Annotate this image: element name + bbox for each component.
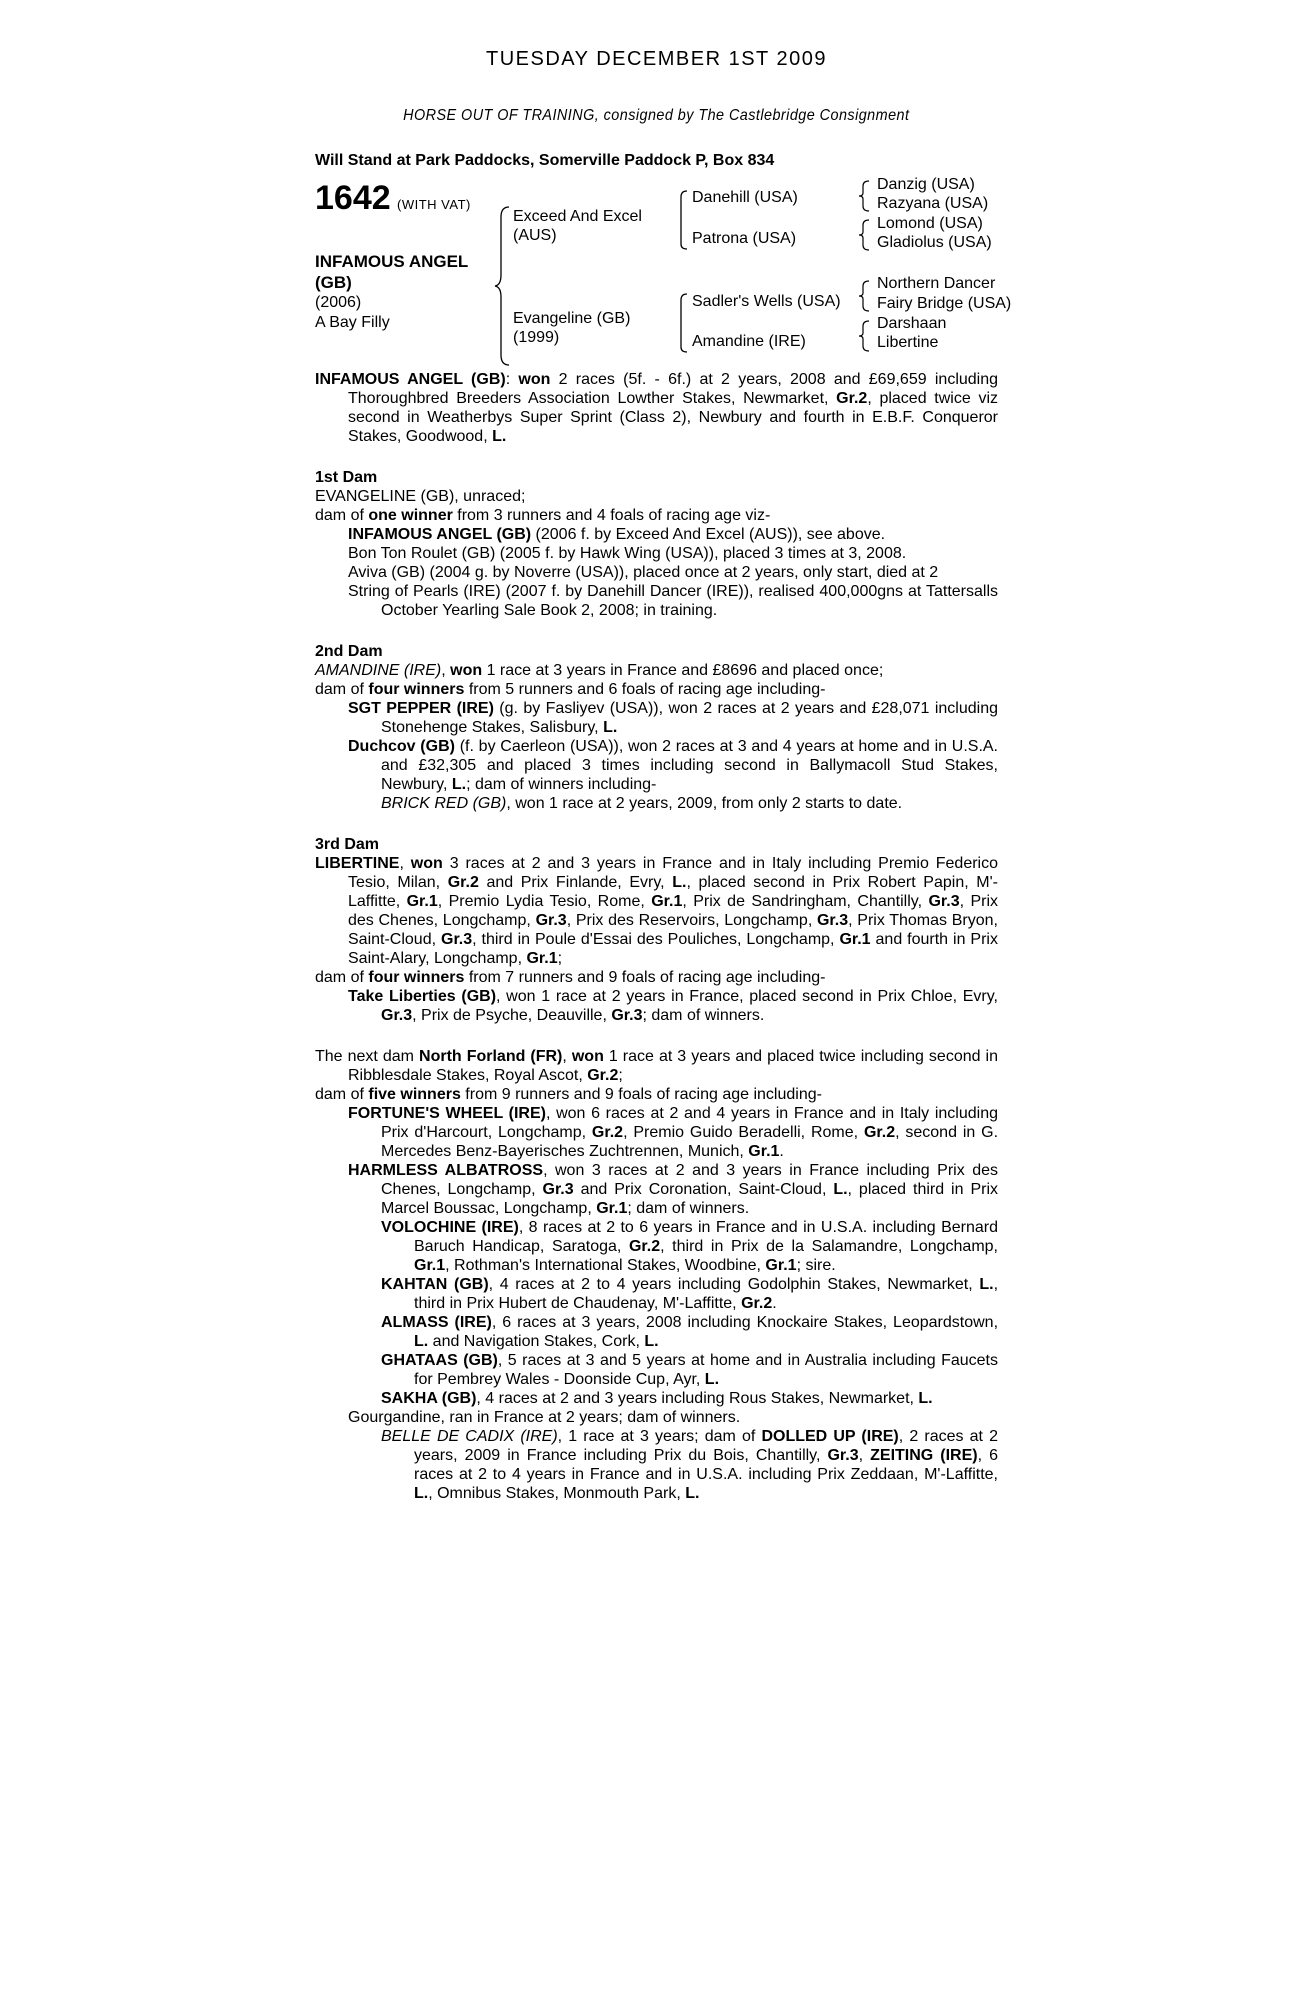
t: ; xyxy=(557,950,563,967)
dam-name: AMANDINE (IRE) xyxy=(315,662,442,679)
grade: Gr.3 xyxy=(611,1007,643,1024)
ddd: Libertine xyxy=(877,334,939,351)
grade: Gr.2 xyxy=(628,1238,661,1255)
listed: L. xyxy=(492,428,507,445)
consignment-heading xyxy=(315,103,998,126)
pedigree-notes xyxy=(315,370,998,1503)
second-dam-line xyxy=(315,661,998,680)
grade: Gr.3 xyxy=(928,893,960,910)
dds: Darshaan xyxy=(877,315,947,332)
sire-sire: Danehill (USA) xyxy=(692,189,798,206)
produce-text: ; dam of winners including- xyxy=(466,776,657,793)
t: . xyxy=(772,1295,777,1312)
t: , Premio Lydia Tesio, Rome, xyxy=(437,893,652,910)
dam-sire: Sadler's Wells (USA) xyxy=(692,293,841,310)
t: ; sire. xyxy=(796,1257,836,1274)
dam-year: (1999) xyxy=(513,329,560,346)
text: dam of xyxy=(315,507,369,524)
produce-name: DOLLED UP (IRE) xyxy=(761,1428,899,1445)
sale-date: TUESDAY DECEMBER 1ST 2009 xyxy=(486,48,827,70)
grade: Gr.2 xyxy=(741,1295,773,1312)
text: dam of xyxy=(315,969,369,986)
t: , won 1 race at 2 years in France, placed second in Prix Chloe, Evry, xyxy=(496,988,999,1005)
grade: L. xyxy=(704,1371,720,1388)
text: 1 race at 3 years in France and £8696 and placed once; xyxy=(482,662,884,679)
won-word: won xyxy=(518,371,551,388)
t: , won 3 races at 2 and 3 years in France including Prix des Chenes, Longchamp, xyxy=(381,1162,999,1198)
horse-name-record: INFAMOUS ANGEL (GB) xyxy=(315,371,506,388)
grade: Gr.1 xyxy=(596,1200,628,1217)
produce-entry xyxy=(381,1351,998,1389)
first-dam-line: EVANGELINE (GB), unraced; xyxy=(315,488,526,505)
t: , third in Prix Hubert de Chaudenay, M'-Laffitte, xyxy=(414,1276,999,1312)
grade: L. xyxy=(644,1333,659,1350)
t: , 4 races at 2 to 4 years including Godolphin Stakes, Newmarket, xyxy=(488,1276,980,1293)
t: , 8 races at 2 to 6 years in France and in U.S.A. including Bernard Baruch Handicap, Saratoga, xyxy=(414,1219,999,1255)
dsd: Fairy Bridge (USA) xyxy=(877,295,1012,312)
ssd: Razyana (USA) xyxy=(877,195,989,212)
t: and fourth in Prix Saint-Alary, Longchamp, xyxy=(348,931,998,967)
pedigree-block xyxy=(315,175,1012,370)
produce-entry xyxy=(381,1313,998,1351)
dam-brace xyxy=(675,292,689,354)
text: from 5 runners and 6 foals of racing age including- xyxy=(464,681,826,698)
grade: Gr.2 xyxy=(863,1124,896,1141)
next-dam-produce-intro xyxy=(315,1085,998,1104)
lot-number: 1642 xyxy=(315,179,391,217)
t: , Prix de Psyche, Deauville, xyxy=(412,1007,612,1024)
text: dam of xyxy=(315,681,369,698)
produce-name: VOLOCHINE (IRE) xyxy=(381,1219,519,1236)
produce-name: ZEITING (IRE) xyxy=(870,1447,978,1464)
t: , Premio Guido Beradelli, Rome, xyxy=(623,1124,864,1141)
grade: Gr.3 xyxy=(827,1447,859,1464)
winners-count: four winners xyxy=(368,969,465,986)
won-word: won xyxy=(571,1048,604,1065)
t: , placed second in Prix Robert Papin, M'-Laffitte, xyxy=(348,874,998,910)
produce-name: BRICK RED (GB) xyxy=(381,795,507,812)
produce-name: GHATAAS (GB) xyxy=(381,1352,498,1369)
t: , Prix des Reservoirs, Longchamp, xyxy=(566,912,817,929)
produce-entry: String of Pearls (IRE) (2007 f. by Danehill Dancer (IRE)), realised 400,000gns at Tattersalls October Yearling Sale Book 2, 2008; in training. xyxy=(348,583,998,619)
grade: L. xyxy=(414,1333,429,1350)
listed: L. xyxy=(603,719,618,736)
grade: Gr.1 xyxy=(526,950,558,967)
t: , won 6 races at 2 and 4 years in France and in Italy including Prix d'Harcourt, Longchamp, xyxy=(381,1105,998,1141)
grade: Gr.2 xyxy=(587,1067,619,1084)
dam-name: Evangeline (GB) xyxy=(513,310,631,327)
sdd: Gladiolus (USA) xyxy=(877,234,992,251)
produce-name: BELLE DE CADIX (IRE) xyxy=(381,1428,558,1445)
t: The next dam xyxy=(315,1048,420,1065)
t: and Prix Finlande, Evry, xyxy=(478,874,673,891)
produce-name: ALMASS (IRE) xyxy=(381,1314,492,1331)
third-dam-heading: 3rd Dam xyxy=(315,836,380,853)
produce-entry xyxy=(348,1161,998,1218)
grade: Gr.1 xyxy=(651,893,683,910)
text: from 9 runners and 9 foals of racing age including- xyxy=(460,1086,822,1103)
t: , placed third in Prix Marcel Boussac, Longchamp, xyxy=(381,1181,998,1217)
t: , Prix Thomas Bryon, Saint-Cloud, xyxy=(348,912,998,948)
dam-name: North Forland (FR) xyxy=(419,1048,563,1065)
grade: Gr.1 xyxy=(765,1257,797,1274)
horse-origin: (GB) xyxy=(315,273,352,292)
second-dam-heading: 2nd Dam xyxy=(315,643,383,660)
produce-entry: Gourgandine, ran in France at 2 years; dam of winners. xyxy=(348,1409,741,1426)
produce-text: (g. by Fasliyev (USA)), won 2 races at 2 years and £28,071 including Stonehenge Stakes, Salisbury, xyxy=(381,700,999,736)
produce-text: (f. by Caerleon (USA)), won 2 races at 3 and 4 years at home and in U.S.A. and £32,305 and placed 3 times including second in Ballymacoll Stud Stakes, Newbury, xyxy=(381,738,999,793)
t: , third in Prix de la Salamandre, Longchamp, xyxy=(660,1238,998,1255)
t: 3 races at 2 and 3 years in France and in Italy including Premio Federico Tesio, Milan, xyxy=(348,855,998,891)
t: , Omnibus Stakes, Monmouth Park, xyxy=(428,1485,686,1502)
text: from 3 runners and 4 foals of racing age viz- xyxy=(452,507,771,524)
sire-name: Exceed And Excel xyxy=(513,208,642,225)
next-dam-record xyxy=(315,1047,998,1085)
produce-entry xyxy=(381,1275,998,1313)
produce-entry xyxy=(348,987,998,1025)
produce-name: HARMLESS ALBATROSS xyxy=(348,1162,544,1179)
t: , Prix des Chenes, Longchamp, xyxy=(348,893,999,929)
grade: Gr.3 xyxy=(816,912,849,929)
dss: Northern Dancer xyxy=(877,275,996,292)
sire-dam: Patrona (USA) xyxy=(692,230,797,247)
text: from 7 runners and 9 foals of racing age including- xyxy=(464,969,826,986)
t: , Rothman's International Stakes, Woodbine, xyxy=(445,1257,766,1274)
t: and Prix Coronation, Saint-Cloud, xyxy=(573,1181,834,1198)
brace-ds xyxy=(857,280,871,312)
listed: L. xyxy=(451,776,467,793)
produce-name: Duchcov (GB) xyxy=(348,738,455,755)
produce-name: SAKHA (GB) xyxy=(381,1390,477,1407)
produce-entry xyxy=(381,794,998,813)
t: , xyxy=(562,1048,572,1065)
brace-sd xyxy=(857,219,871,251)
t: ; dam of winners. xyxy=(627,1200,750,1217)
grade: L. xyxy=(414,1485,429,1502)
grade: Gr.3 xyxy=(441,931,473,948)
t: , second in G. Mercedes Benz-Bayerisches Zuchtrennen, Munich, xyxy=(381,1124,999,1160)
produce-entry xyxy=(381,1427,998,1503)
text: dam of xyxy=(315,1086,369,1103)
t: and Navigation Stakes, Cork, xyxy=(428,1333,645,1350)
consignment-text: HORSE OUT OF TRAINING, consigned by The Castlebridge Consignment xyxy=(403,107,910,124)
t: , xyxy=(858,1447,871,1464)
grade: L. xyxy=(918,1390,933,1407)
record-text-2: , placed twice viz second in Weatherbys Super Sprint (Class 2), Newbury and fourth in E.B.F. Conqueror Stakes, Goodwood, xyxy=(348,390,998,445)
grade: Gr.2 xyxy=(836,390,868,407)
grade: Gr.3 xyxy=(535,912,567,929)
produce-name: FORTUNE'S WHEEL (IRE) xyxy=(348,1105,546,1122)
produce-entry: Aviva (GB) (2004 g. by Noverre (USA)), placed once at 2 years, only start, died at 2 xyxy=(348,564,939,581)
won-word: won xyxy=(450,662,483,679)
stabling-location: Will Stand at Park Paddocks, Somerville Paddock P, Box 834 xyxy=(315,152,775,169)
produce-entry xyxy=(381,1389,998,1408)
t: , 6 races at 2 to 4 years in France and in U.S.A. including Prix Zeddaan, M'-Laffitte, xyxy=(414,1447,998,1483)
winners-count: one winner xyxy=(368,507,453,524)
t: ; dam of winners. xyxy=(642,1007,765,1024)
winners-count: four winners xyxy=(368,681,465,698)
winners-count: five winners xyxy=(368,1086,461,1103)
race-record: INFAMOUS ANGEL (GB): won 2 races (5f. - 6f.) at 2 years, 2008 and £69,659 including Thoroughbred Breeders Association Lowther Stakes, Newmarket, Gr.2, placed twice viz second in Weatherbys Super Sprint (Class 2), Newbury and fourth in E.B.F. Conqueror Stakes, Goodwood, L. xyxy=(315,371,999,445)
horse-description: A Bay Filly xyxy=(315,314,390,331)
grade: L. xyxy=(833,1181,848,1198)
vat-note: (WITH VAT) xyxy=(397,197,471,212)
grade: Gr.2 xyxy=(447,874,479,891)
t: , 2 races at 2 years, 2009 in France including Prix du Bois, Chantilly, xyxy=(414,1428,998,1464)
t: . xyxy=(779,1143,784,1160)
produce-name: INFAMOUS ANGEL (GB) xyxy=(348,526,532,543)
grade: Gr.3 xyxy=(381,1007,413,1024)
third-dam-produce-intro xyxy=(315,968,998,987)
grade: L. xyxy=(979,1276,994,1293)
t: , Prix de Sandringham, Chantilly, xyxy=(682,893,929,910)
dam-name: LIBERTINE xyxy=(315,855,400,872)
grade: Gr.2 xyxy=(591,1124,624,1141)
won-word: won xyxy=(410,855,443,872)
t: , 5 races at 3 and 5 years at home and in Australia including Faucets for Pembrey Wales - Doonside Cup, Ayr, xyxy=(414,1352,998,1388)
second-dam-produce-intro xyxy=(315,680,998,699)
sds: Lomond (USA) xyxy=(877,215,983,232)
t: , 6 races at 3 years, 2008 including Knockaire Stakes, Leopardstown, xyxy=(491,1314,999,1331)
grade: L. xyxy=(685,1485,700,1502)
dam-dam: Amandine (IRE) xyxy=(692,333,806,350)
grade: Gr.3 xyxy=(542,1181,574,1198)
first-dam-heading: 1st Dam xyxy=(315,469,378,486)
sire-origin: (AUS) xyxy=(513,227,557,244)
produce-text: , won 1 race at 2 years, 2009, from only 2 starts to date. xyxy=(506,795,903,812)
sss: Danzig (USA) xyxy=(877,176,975,193)
sire-brace xyxy=(675,189,689,251)
third-dam-record: LIBERTINE, won 3 races at 2 and 3 years in France and in Italy including Premio Federico Tesio, Milan, Gr.2 and Prix Finlande, Evry, L., placed second in Prix Robert Papin, M'-Laffitte, Gr.1, Premio Lydia Tesio, Rome, Gr.1, Prix de Sandringham, Chantilly, Gr.3, Prix des Chenes, Longchamp, Gr.3, Prix des Reservoirs, Longchamp, Gr.3, Prix Thomas Bryon, Saint-Cloud, Gr.3, third in Poule d'Essai des Pouliches, Longchamp, Gr.1 and fourth in Prix Saint-Alary, Longchamp, Gr.1; xyxy=(315,855,999,967)
produce-entry xyxy=(348,699,998,737)
horse-name: INFAMOUS ANGEL xyxy=(315,252,469,271)
pedigree-brace-main xyxy=(493,205,513,367)
t: ; xyxy=(618,1067,623,1084)
first-dam-produce-intro xyxy=(315,506,998,525)
text: , xyxy=(441,662,451,679)
produce-entry xyxy=(348,525,998,544)
produce-name: KAHTAN (GB) xyxy=(381,1276,489,1293)
produce-text: (2006 f. by Exceed And Excel (AUS)), see above. xyxy=(531,526,886,543)
produce-entry xyxy=(348,1104,998,1161)
grade: Gr.1 xyxy=(414,1257,446,1274)
produce-entry: Bon Ton Roulet (GB) (2005 f. by Hawk Wing (USA)), placed 3 times at 3, 2008. xyxy=(348,545,907,562)
record-text: 2 races (5f. - 6f.) at 2 years, 2008 and £69,659 including Thoroughbred Breeders Association Lowther Stakes, Newmarket, xyxy=(348,371,999,407)
produce-name: Take Liberties (GB) xyxy=(348,988,497,1005)
brace-dd xyxy=(857,320,871,352)
produce-name: SGT PEPPER (IRE) xyxy=(348,700,494,717)
produce-entry xyxy=(348,737,998,794)
grade: Gr.1 xyxy=(748,1143,780,1160)
grade: Gr.1 xyxy=(406,893,438,910)
brace-ss xyxy=(857,180,871,212)
grade: Gr.1 xyxy=(839,931,871,948)
t: , third in Poule d'Essai des Pouliches, Longchamp, xyxy=(472,931,840,948)
t: 1 race at 3 years and placed twice including second in Ribblesdale Stakes, Royal Ascot, xyxy=(348,1048,998,1084)
t: , 4 races at 2 and 3 years including Rous Stakes, Newmarket, xyxy=(476,1390,919,1407)
grade: L. xyxy=(672,874,687,891)
produce-entry xyxy=(381,1218,998,1275)
t: , 1 race at 3 years; dam of xyxy=(557,1428,762,1445)
foaling-year: (2006) xyxy=(315,294,362,311)
